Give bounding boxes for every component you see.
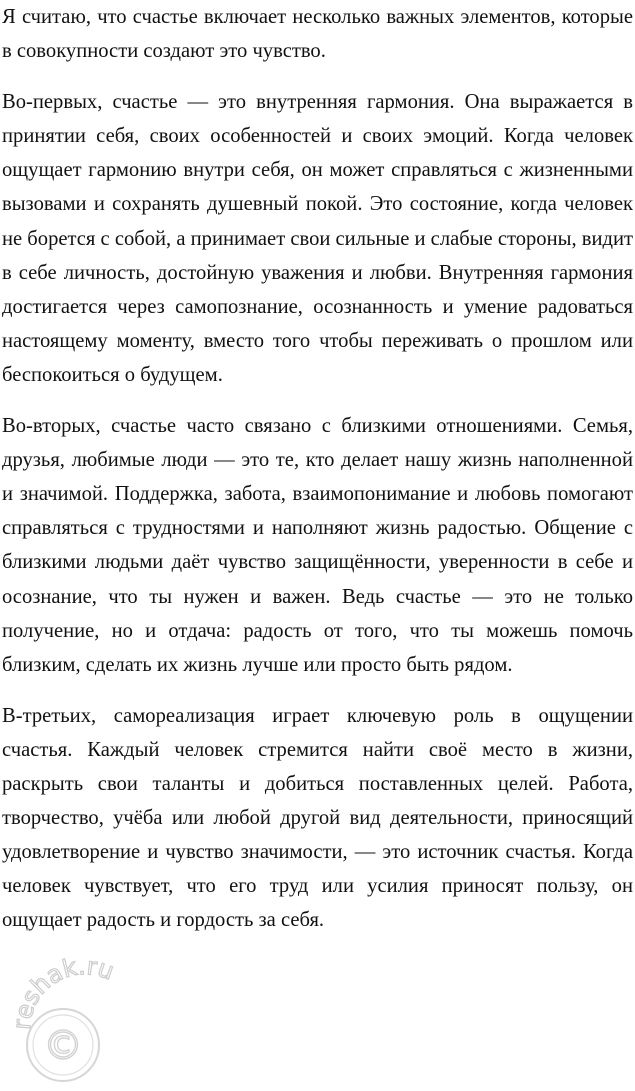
watermark-symbol: © bbox=[43, 1023, 83, 1069]
paragraph-intro: Я считаю, что счастье включает несколько важных элементов, которые в совокупности создают это чувство. bbox=[2, 6, 633, 63]
watermark-copyright-icon bbox=[8, 935, 158, 1085]
paragraph-third-point: В-третьих, самореализация играет ключевую роль в ощущении счастья. Каждый человек стремится найти своё место в жизни, раскрыть свои таланты и добиться поставленных целей. Работа, творчество, учёба или любой другой вид деятельности, приносящий удовлетворение и чувство значимости, — это источник счастья. Когда человек чувствует, что его труд или усилия приносят пользу, он ощущает радость и гордость за себя. bbox=[2, 704, 633, 932]
paragraph-first-point: Во-первых, счастье — это внутренняя гармония. Она выражается в принятии себя, своих особенностей и своих эмоций. Когда человек ощущает гармонию внутри себя, он может справляться с жизненными вызовами и сохранять душевный покой. Это состояние, когда человек не борется с собой, а принимает свои сильные и слабые стороны, видит в себе личность, достойную уважения и любви. Внутренняя гармония достигается через самопознание, осознанность и умение радоваться настоящему моменту, вместо того чтобы переживать о прошлом или беспокоиться о будущем. bbox=[2, 91, 633, 386]
document-body bbox=[2, 0, 633, 954]
paragraph-second-point: Во-вторых, счастье часто связано с близкими отношениями. Семья, друзья, любимые люди — это те, кто делает нашу жизнь наполненной и значимой. Поддержка, забота, взаимопонимание и любовь помогают справляться с трудностями и наполняют жизнь радостью. Общение с близкими людьми даёт чувство защищённости, уверенности в себе и осознание, что ты нужен и важен. Ведь счастье — это не только получение, но и отдача: радость от того, что ты можешь помочь близким, сделать их жизнь лучше или просто быть рядом. bbox=[2, 415, 633, 676]
watermark bbox=[8, 935, 158, 1085]
watermark-text: reshak.ru bbox=[8, 952, 118, 1031]
